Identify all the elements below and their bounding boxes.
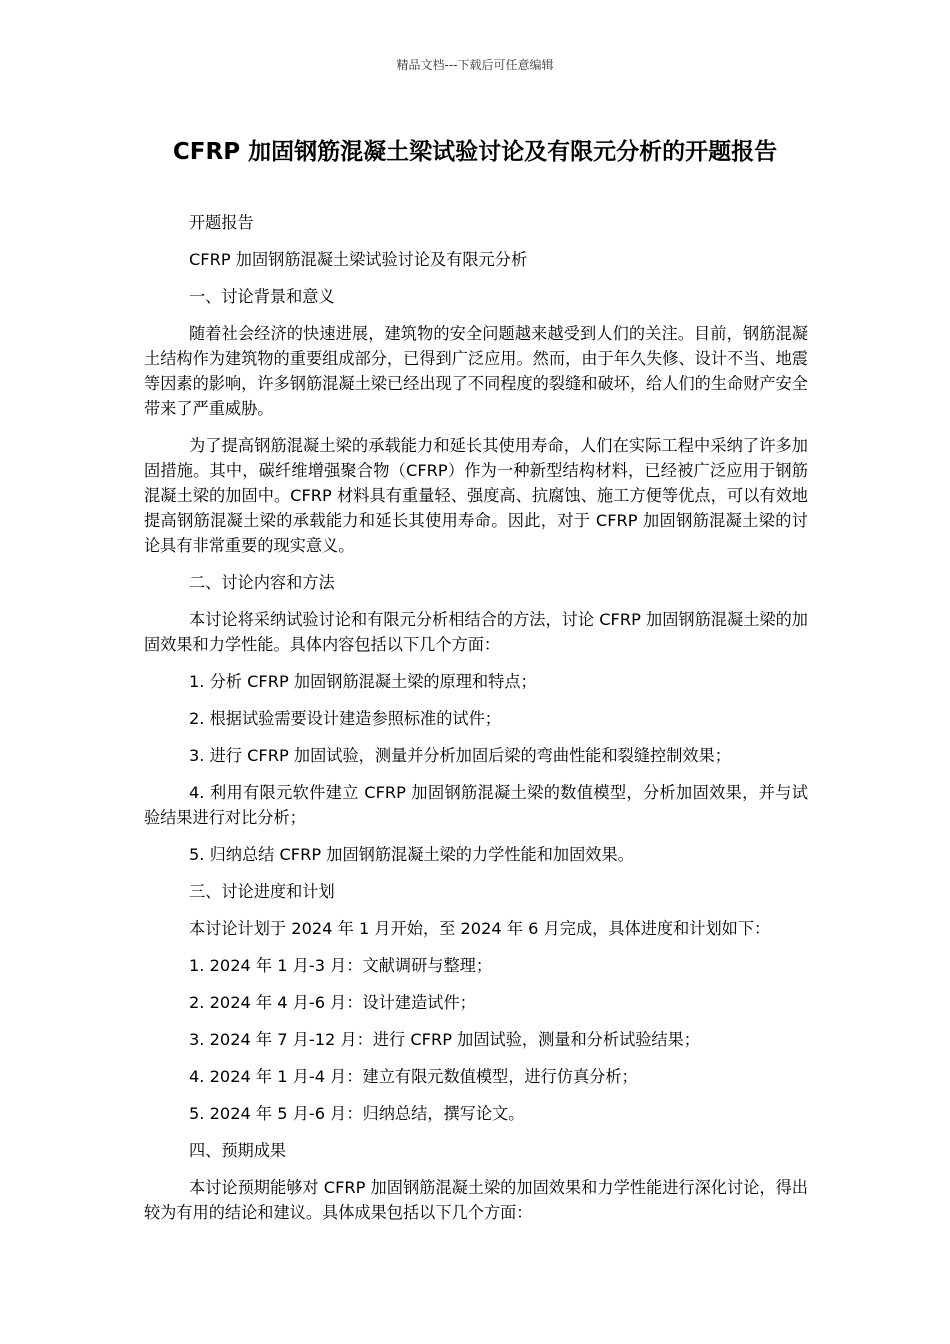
section-heading-background: 一、讨论背景和意义: [189, 287, 335, 306]
schedule-item: 5. 2024 年 5 月-6 月：归纳总结，撰写论文。: [189, 1104, 525, 1123]
paragraph: 本讨论计划于 2024 年 1 月开始，至 2024 年 6 月完成，具体进度和计划如下：: [189, 919, 771, 938]
list-item: 3. 进行 CFRP 加固试验，测量并分析加固后梁的弯曲性能和裂缝控制效果；: [189, 746, 731, 765]
document-body: [144, 210, 808, 1237]
schedule-item: 1. 2024 年 1 月-3 月：文献调研与整理；: [189, 956, 493, 975]
list-item: 1. 分析 CFRP 加固钢筋混凝土梁的原理和特点；: [189, 672, 537, 691]
paragraph: 为了提高钢筋混凝土梁的承载能力和延长其使用寿命，人们在实际工程中采纳了许多加固措施。其中，碳纤维增强聚合物（CFRP）作为一种新型结构材料，已经被广泛应用于钢筋混凝土梁的加固中。CFRP 材料具有重量轻、强度高、抗腐蚀、施工方便等优点，可以有效地提高钢筋混凝土梁的承载能力和延长其使用寿命。因此，对于 CFRP 加固钢筋混凝土梁的讨论具有非常重要的现实意义。: [144, 436, 808, 555]
paragraph: 随着社会经济的快速进展，建筑物的安全问题越来越受到人们的关注。目前，钢筋混凝土结构作为建筑物的重要组成部分，已得到广泛应用。然而，由于年久失修、设计不当、地震等因素的影响，许多钢筋混凝土梁已经出现了不同程度的裂缝和破坏，给人们的生命财产安全带来了严重威胁。: [144, 324, 808, 418]
paragraph: 本讨论将采纳试验讨论和有限元分析相结合的方法，讨论 CFRP 加固钢筋混凝土梁的加固效果和力学性能。具体内容包括以下几个方面：: [144, 610, 808, 654]
paragraph: 本讨论预期能够对 CFRP 加固钢筋混凝土梁的加固效果和力学性能进行深化讨论，得出较为有用的结论和建议。具体成果包括以下几个方面：: [144, 1178, 808, 1222]
list-item: 2. 根据试验需要设计建造参照标准的试件；: [189, 709, 501, 728]
heading-subject: CFRP 加固钢筋混凝土梁试验讨论及有限元分析: [189, 250, 528, 269]
section-heading-schedule: 三、讨论进度和计划: [189, 882, 335, 901]
header-note: 精品文档---下载后可任意编辑: [396, 58, 554, 72]
list-item: 5. 归纳总结 CFRP 加固钢筋混凝土梁的力学性能和加固效果。: [189, 845, 634, 864]
heading-report: 开题报告: [189, 213, 254, 232]
section-heading-outcomes: 四、预期成果: [189, 1141, 287, 1160]
schedule-item: 2. 2024 年 4 月-6 月：设计建造试件；: [189, 993, 476, 1012]
list-item: 4. 利用有限元软件建立 CFRP 加固钢筋混凝土梁的数值模型，分析加固效果，并与试验结果进行对比分析；: [144, 783, 808, 827]
schedule-item: 4. 2024 年 1 月-4 月：建立有限元数值模型，进行仿真分析；: [189, 1067, 638, 1086]
schedule-item: 3. 2024 年 7 月-12 月：进行 CFRP 加固试验，测量和分析试验结果；: [189, 1030, 700, 1049]
section-heading-content: 二、讨论内容和方法: [189, 573, 335, 592]
document-title: CFRP 加固钢筋混凝土梁试验讨论及有限元分析的开题报告: [172, 139, 778, 165]
